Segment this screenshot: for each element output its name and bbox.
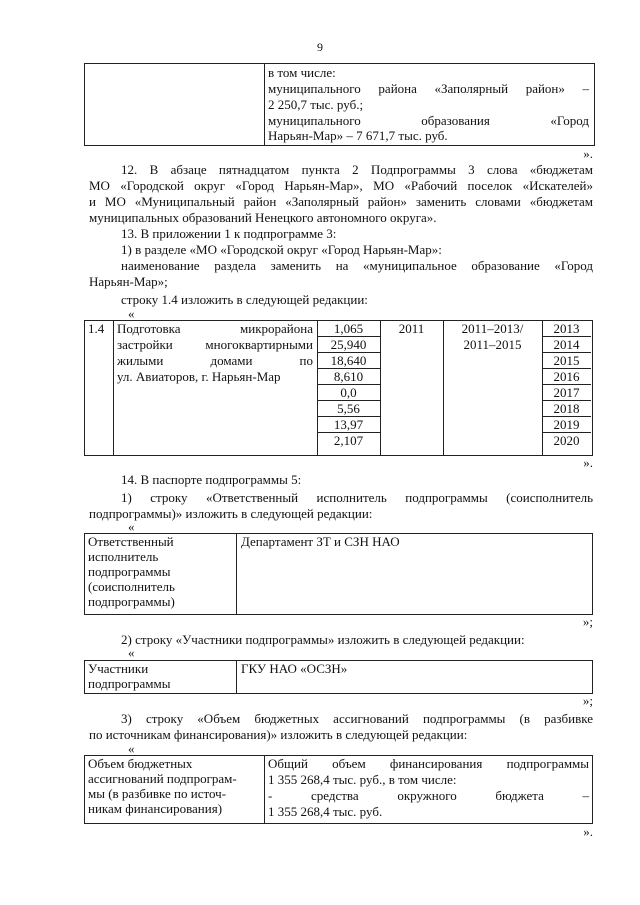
word: район» [525,81,565,96]
period-line-2: 2011–2015 [463,337,522,352]
volume-line-2: 1 355 268,4 тыс. руб., в том числе: [268,772,457,787]
item-13-line-1: 13. В приложении 1 к подпрограмме 3: [121,226,337,241]
amount-value: 1,065 [333,321,364,336]
opening-quote: « [128,645,135,660]
amount-value: 25,940 [330,337,367,352]
item-14-line-2 [121,490,593,505]
top-table-line-5: Нарьян-Мар» – 7 671,7 тыс. руб. [268,128,448,143]
closing-semicolon: »; [582,614,593,629]
amount-value: 0,0 [340,385,357,400]
closing-semicolon: »; [582,693,593,708]
label-line: ассигнований подпрограм- [88,771,237,786]
closing-quote: ». [583,146,593,161]
word: Подготовка [117,321,181,336]
word: «Ответственный [205,490,299,505]
item-14-line-3: подпрограммы)» изложить в следующей редакции: [89,506,373,521]
word: многоквартирными [205,337,313,352]
word: (соисполнитель [506,490,594,505]
col-divider [380,320,381,455]
word: - средства [268,788,359,803]
label-line: подпрограммы [88,676,171,691]
top-table-line-4 [268,113,589,128]
word: бюджета [495,788,544,803]
amount-value: 18,640 [330,353,367,368]
word: микрорайона [240,321,313,336]
responsible-label [88,534,234,609]
year-cell: 2017 [553,385,580,400]
word: объем [332,756,366,771]
item-12-line-4: муниципальных образований Ненецкого автономного округа». [89,210,437,225]
item-12-line-3: и МО «Муниципальный район «Заполярный район» заменить словами «бюджетам [89,194,593,209]
item-12-line-1: 12. В абзаце пятнадцатом пункта 2 Подпрограммы 3 слова «бюджетам [121,162,593,177]
word: финансирования [389,756,483,771]
word: жилыми [117,353,164,368]
amount-value: 2,107 [333,433,364,448]
label-line: (соисполнитель [88,579,175,594]
item-14-3-line-2: по источникам финансирования)» изложить в следующей редакции: [89,727,468,742]
volume-label [88,756,262,816]
word: – [582,81,590,96]
col-divider [236,533,237,614]
word: домами [210,353,253,368]
label-line: Участники [88,661,149,676]
top-table-line-3: 2 250,7 тыс. руб.; [268,97,364,112]
start-year: 2011 [398,321,425,336]
amount-value: 8,610 [333,369,364,384]
opening-quote: « [128,306,135,321]
row-name-line-1 [117,321,313,336]
col-divider [264,755,265,823]
top-table-divider [264,63,265,145]
row-name-line-3 [117,353,313,368]
year-cell: 2019 [553,417,580,432]
label-line: исполнитель [88,549,159,564]
label-line: подпрограммы [88,564,171,579]
word: муниципального [268,113,361,128]
item-13-line-2: 1) в разделе «МО «Городской округ «Город Нарьян-Мар»: [121,242,442,257]
responsible-value: Департамент ЗТ и СЗН НАО [241,534,400,549]
word: «Заполярный [434,81,509,96]
word: окружного [397,788,457,803]
item-13-line-4: Нарьян-Мар»; [89,274,168,289]
word: района [378,81,417,96]
volume-line-4: 1 355 268,4 тыс. руб. [268,804,383,819]
word: «Город [550,113,590,128]
item-13-line-3: наименование раздела заменить на «муниципальное образование «Город [121,258,593,273]
top-table-line-2 [268,81,589,96]
word: Общий [268,756,308,771]
page-number: 9 [317,40,323,54]
item-14-2: 2) строку «Участники подпрограммы» изложить в следующей редакции: [121,632,525,647]
row-name-line-2 [117,337,313,352]
label-line: мы (в разбивке по источ- [88,786,227,801]
volume-line-3 [268,788,589,803]
word: образования [421,113,490,128]
closing-quote: ». [583,824,593,839]
label-line: никам финансирования) [88,801,223,816]
word: исполнитель [316,490,387,505]
item-13-line-5: строку 1.4 изложить в следующей редакции: [121,292,368,307]
word: застройки [117,337,173,352]
year-cell: 2015 [553,353,580,368]
label-line: подпрограммы) [88,594,175,609]
word: муниципального [268,81,361,96]
item-14-line-1: 14. В паспорте подпрограммы 5: [121,472,302,487]
top-table-line-1: в том числе: [268,65,336,80]
amount-value: 5,56 [337,401,360,416]
row-name-line-4: ул. Авиаторов, г. Нарьян-Мар [117,369,281,384]
period-line-1: 2011–2013/ [461,321,524,336]
item-14-3-line-1: 3) строку «Объем бюджетных ассигнований подпрограммы (в разбивке [121,711,593,726]
opening-quote: « [128,741,135,756]
word: 1) строку [121,490,188,505]
closing-quote: ». [583,455,593,470]
participants-value: ГКУ НАО «ОСЗН» [241,661,348,676]
col-divider [236,660,237,693]
amount-value: 13,97 [333,417,364,432]
volume-line-1 [268,756,589,771]
year-cell: 2020 [553,433,580,448]
word: – [582,788,590,803]
participants-label [88,661,234,691]
year-cell: 2013 [553,321,580,336]
opening-quote: « [128,519,135,534]
year-cell: 2016 [553,369,580,384]
year-cell: 2014 [553,337,580,352]
word: подпрограммы [506,756,590,771]
col-divider [113,320,114,455]
row-number: 1.4 [88,321,105,336]
label-line: Объем бюджетных [88,756,193,771]
word: по [299,353,314,368]
year-cell: 2018 [553,401,580,416]
word: подпрограммы [405,490,488,505]
item-12-line-2: МО «Городской округ «Город Нарьян-Мар», МО «Рабочий поселок «Искателей» [89,178,593,193]
label-line: Ответственный [88,534,174,549]
